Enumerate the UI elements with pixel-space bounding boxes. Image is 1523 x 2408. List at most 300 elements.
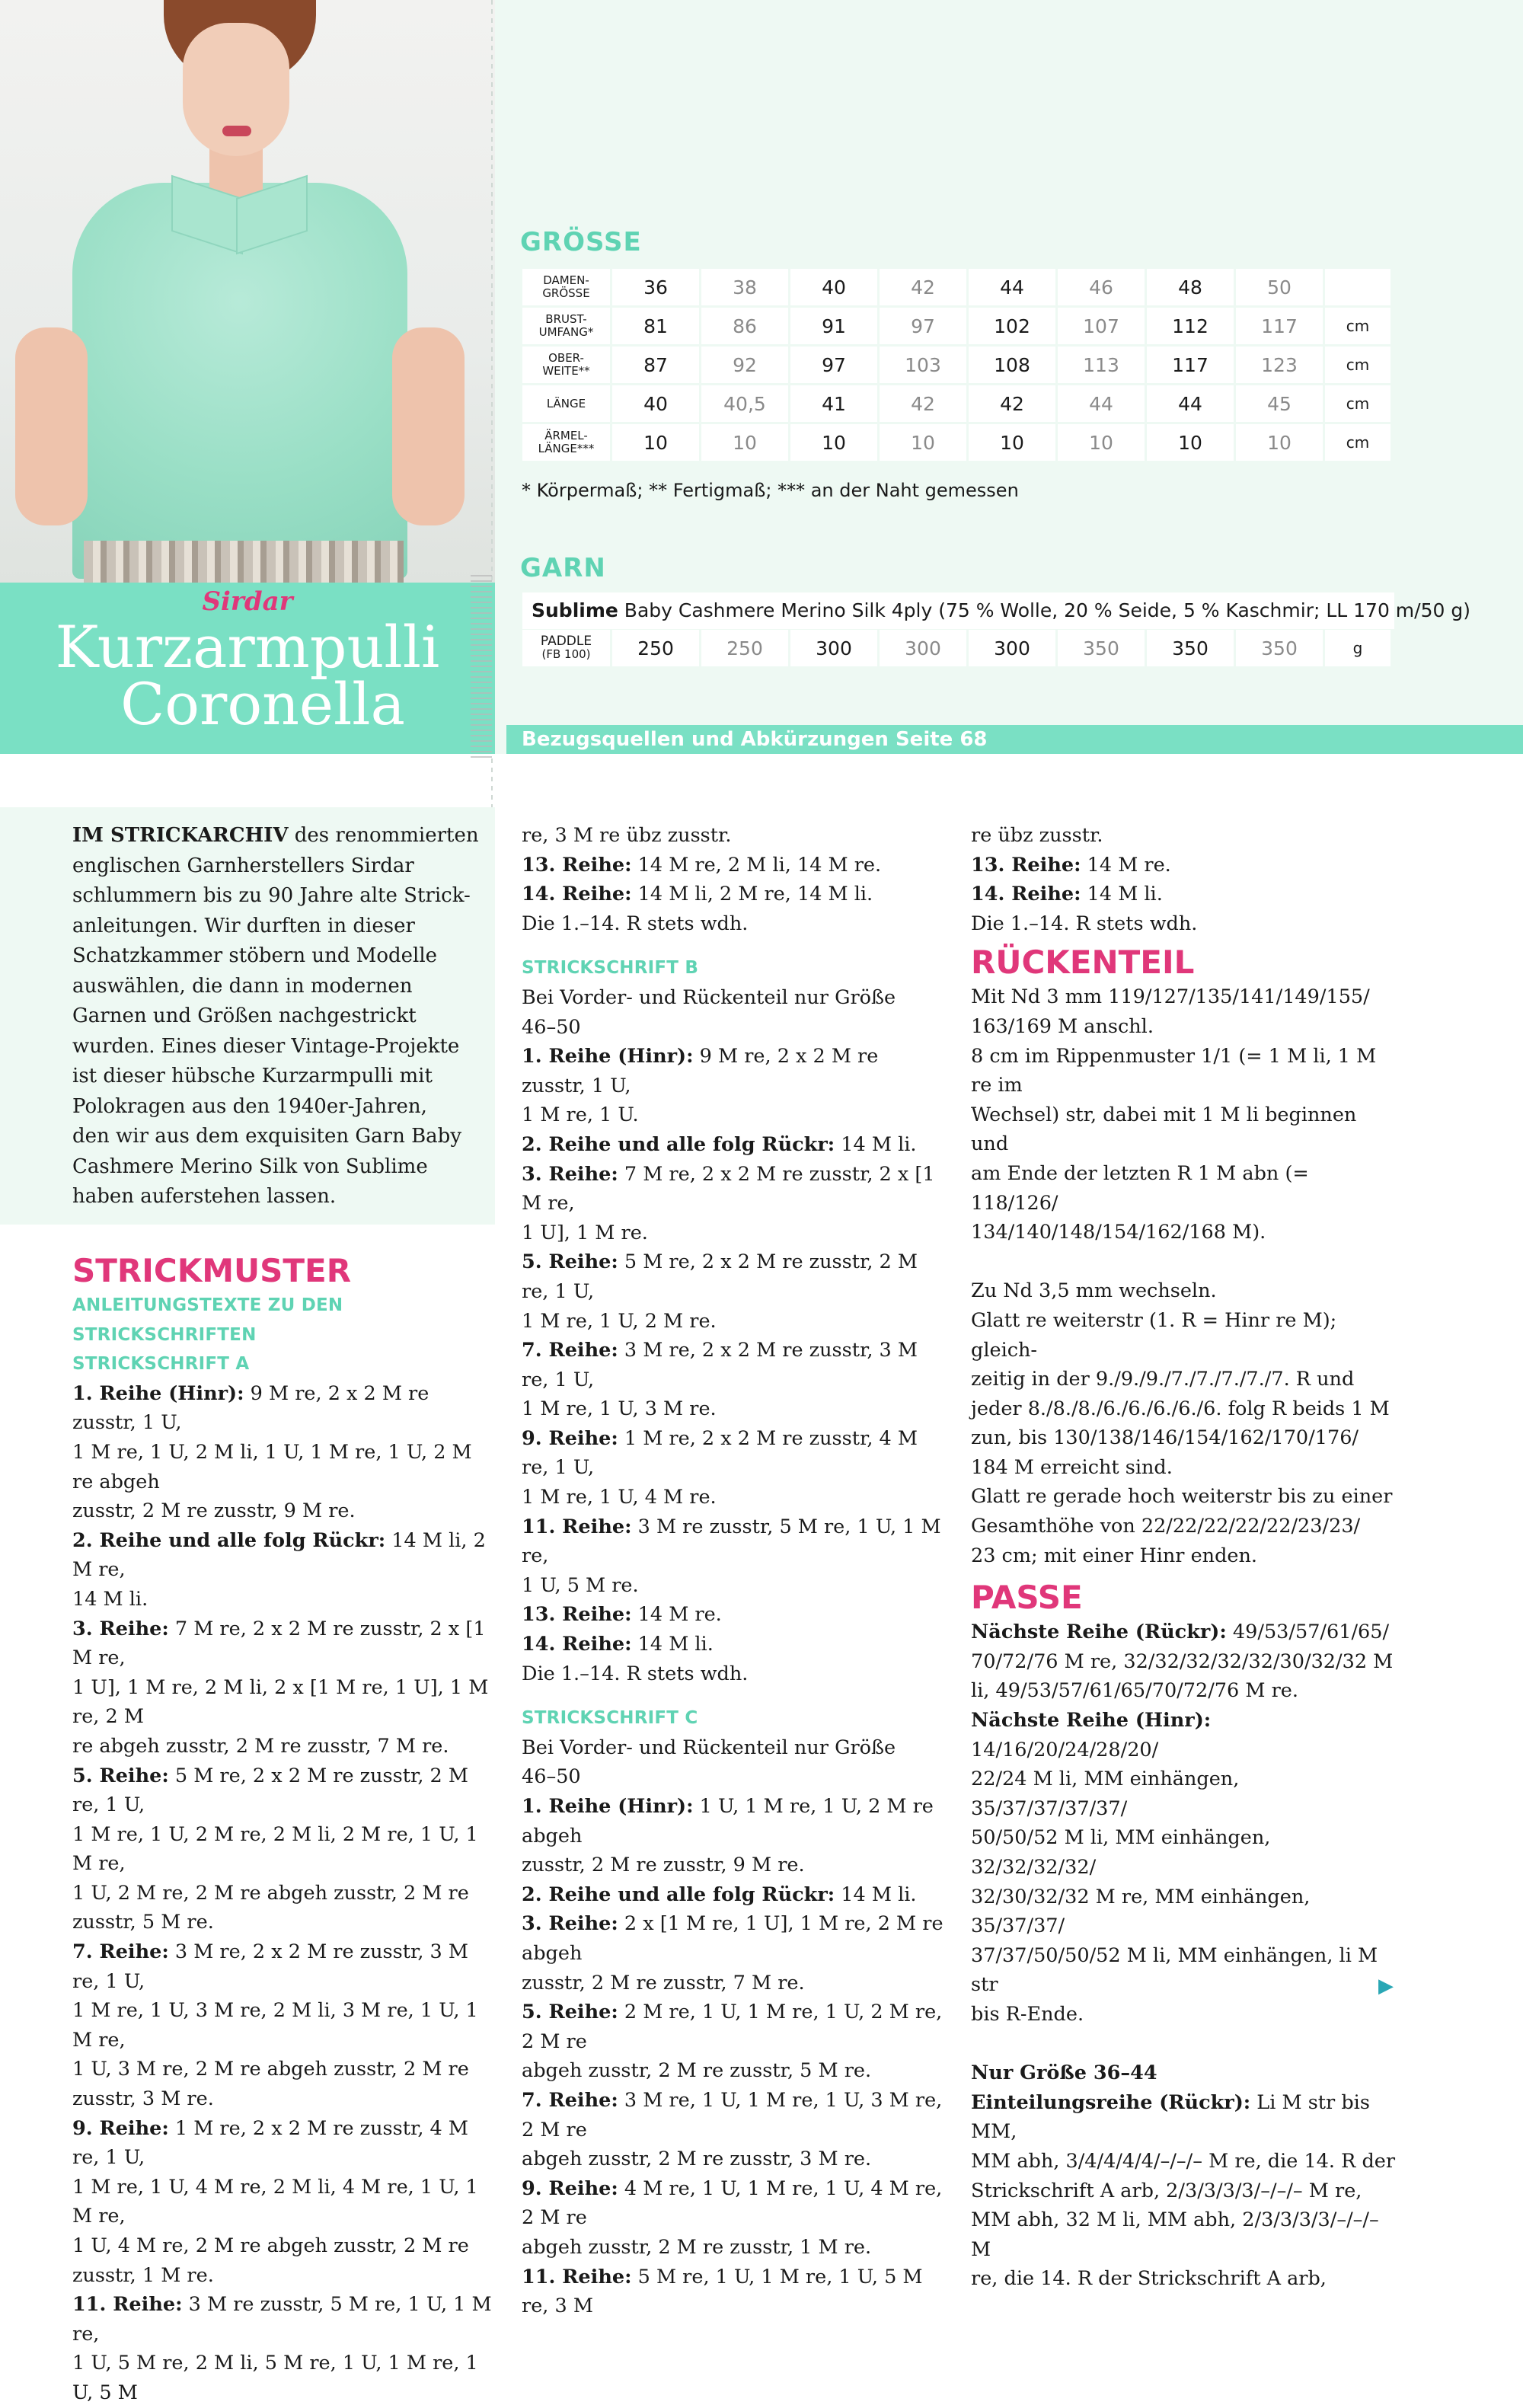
instruction-text: 14 M re, 2 M li, 14 M re. xyxy=(631,853,882,877)
instruction-line xyxy=(971,909,1397,939)
size-row xyxy=(522,424,1390,461)
instruction-line xyxy=(522,821,944,851)
size-value: 50 xyxy=(1236,269,1323,305)
instruction-line xyxy=(522,1733,944,1763)
instruction-line xyxy=(971,2030,1397,2059)
yarn-brand: Sublime xyxy=(532,599,618,621)
instruction-text: zusstr, 5 M re. xyxy=(72,1911,214,1934)
instruction-line xyxy=(522,1218,944,1248)
size-value: 38 xyxy=(701,269,788,305)
size-row-label: DAMEN- GRÖSSE xyxy=(522,269,610,305)
instruction-line xyxy=(971,1823,1397,1882)
intro-text xyxy=(72,821,480,1212)
instruction-line xyxy=(522,1100,944,1130)
instruction-text: 46–50 xyxy=(522,1765,581,1789)
brand-label: Sirdar xyxy=(202,586,293,617)
instruction-line xyxy=(522,909,944,939)
instruction-text: re übz zusstr. xyxy=(971,824,1103,847)
instruction-line xyxy=(522,1483,944,1512)
intro-line: haben auferstehen lassen. xyxy=(72,1185,337,1208)
instruction-text: zusstr, 3 M re. xyxy=(72,2087,214,2111)
subheading-strickschrift-a: STRICKSCHRIFT A xyxy=(72,1354,250,1375)
instruction-text: bis R-Ende. xyxy=(971,2002,1084,2026)
subheading-strickschrift-c: STRICKSCHRIFT C xyxy=(522,1708,698,1729)
section-heading-groesse: GRÖSSE xyxy=(520,227,642,257)
yarn-amount: 300 xyxy=(790,630,877,666)
instruction-line xyxy=(522,1130,944,1160)
instruction-line xyxy=(971,2088,1397,2147)
intro-lead: IM STRICKARCHIV xyxy=(72,824,289,847)
size-value: 102 xyxy=(969,308,1055,344)
intro-line: englischen Garnherstellers Sirdar xyxy=(72,854,414,877)
intro-line: Garnen und Größen nachgestrickt xyxy=(72,1004,417,1027)
instruction-label: 13. Reihe: xyxy=(971,853,1081,877)
instruction-text: 3 M re zusstr, 5 M re, 1 U, 1 M re, xyxy=(522,1515,941,1568)
instruction-line xyxy=(522,2086,944,2145)
size-value: 107 xyxy=(1058,308,1145,344)
instruction-line: 8 cm im Rippenmuster 1/1 (= 1 M li, 1 M re im xyxy=(971,1044,1377,1097)
instruction-text: 1 M re, 1 U, 2 M li, 1 U, 1 M re, 1 U, 2 M re abgeh xyxy=(72,1440,472,1493)
lips-shape xyxy=(222,126,251,136)
intro-line: Cashmere Merino Silk von Sublime xyxy=(72,1154,428,1178)
instruction-text: 50/50/52 M li, MM einhängen, 32/32/32/32/ xyxy=(971,1826,1271,1879)
instruction-label: 14. Reihe: xyxy=(971,883,1081,906)
size-value: 10 xyxy=(701,424,788,461)
instruction-text: 22/24 M li, MM einhängen, 35/37/37/37/37/ xyxy=(971,1768,1240,1820)
instruction-line xyxy=(971,2058,1397,2088)
instruction-text: 37/37/50/50/52 M li, MM einhängen, li M str xyxy=(971,1943,1378,1997)
instruction-line xyxy=(522,1247,944,1306)
instruction-line xyxy=(522,1571,944,1601)
skirt-shape xyxy=(84,541,404,583)
instruction-text: zusstr, 2 M re zusstr, 9 M re. xyxy=(522,1854,805,1877)
yarn-amount: 300 xyxy=(969,630,1055,666)
instruction-line xyxy=(522,1792,944,1851)
instruction-line: Mit Nd 3 mm 119/127/135/141/149/155/ xyxy=(971,985,1370,1009)
instruction-text: li, 49/53/57/61/65/70/72/76 M re. xyxy=(971,1679,1298,1703)
size-value: 36 xyxy=(612,269,699,305)
column-2 xyxy=(522,821,944,2321)
instruction-text: 1 U, 3 M re, 2 M re abgeh zusstr, 2 M re xyxy=(72,2058,469,2081)
instruction-label: 2. Reihe und alle folg Rückr: xyxy=(72,1528,386,1552)
instruction-line xyxy=(522,2056,944,2086)
zigzag-divider xyxy=(471,575,492,758)
size-unit xyxy=(1325,269,1390,305)
instruction-line: Wechsel) str, dabei mit 1 M li beginnen und xyxy=(971,1103,1357,1156)
instruction-text: 9 M re, 2 x 2 M re zusstr, 1 U, xyxy=(522,1045,879,1097)
instruction-line xyxy=(72,2290,499,2349)
instruction-line xyxy=(522,1394,944,1424)
instruction-line: zun, bis 130/138/146/154/162/170/176/ xyxy=(971,1426,1359,1450)
instruction-text: 5 M re, 1 U, 1 M re, 1 U, 5 M re, 3 M xyxy=(522,2265,923,2318)
instruction-label: 13. Reihe: xyxy=(522,1603,632,1627)
instruction-label: Nächste Reihe (Hinr): xyxy=(971,1709,1212,1733)
instruction-text: Bei Vorder- und Rückenteil nur Größe xyxy=(522,985,896,1009)
size-value: 123 xyxy=(1236,347,1323,383)
instruction-text: 2 x [1 M re, 1 U], 1 M re, 2 M re abgeh xyxy=(522,1912,943,1965)
instruction-text: 1 M re, 2 x 2 M re zusstr, 4 M re, 1 U, xyxy=(522,1426,918,1480)
instruction-line xyxy=(72,1996,499,2055)
instruction-text: 32/30/32/32 M re, MM einhängen, 35/37/37/ xyxy=(971,1885,1311,1938)
size-row-label: ÄRMEL- LÄNGE*** xyxy=(522,424,610,461)
instruction-text: 1 M re, 1 U, 4 M re, 2 M li, 4 M re, 1 U, 1 M re, xyxy=(72,2175,478,2228)
instruction-line xyxy=(72,2231,499,2261)
size-unit: cm xyxy=(1325,308,1390,344)
size-unit: cm xyxy=(1325,424,1390,461)
instruction-line xyxy=(72,2084,499,2114)
section-heading-strickmuster: STRICKMUSTER xyxy=(72,1252,352,1289)
instruction-line xyxy=(971,1883,1397,1941)
instruction-line: am Ende der letzten R 1 M abn (= 118/126/ xyxy=(971,1161,1309,1215)
instruction-label: 5. Reihe: xyxy=(522,1250,618,1274)
instruction-label: 7. Reihe: xyxy=(522,1339,618,1362)
instruction-text: Strickschrift A arb, 2/3/3/3/3/–/–/– M re, xyxy=(971,2179,1362,2202)
instruction-text: MM abh, 32 M li, MM abh, 2/3/3/3/3/–/–/– M xyxy=(971,2208,1379,2261)
instruction-text: 14 M li. xyxy=(835,1132,917,1156)
instruction-line xyxy=(971,2205,1397,2264)
size-row-label: BRUST- UMFANG* xyxy=(522,308,610,344)
instruction-line xyxy=(971,1618,1397,1647)
instruction-line xyxy=(522,1909,944,1968)
instruction-text: 4 M re, 1 U, 1 M re, 1 U, 4 M re, 2 M re xyxy=(522,2176,943,2230)
instruction-text: 1 U, 1 M re, 1 U, 2 M re abgeh xyxy=(522,1795,934,1848)
instruction-text: 3 M re, 1 U, 1 M re, 1 U, 3 M re, 2 M re xyxy=(522,2088,943,2141)
instruction-line xyxy=(522,1998,944,2056)
instruction-text: 1 M re, 1 U, 4 M re. xyxy=(522,1486,717,1509)
size-unit: cm xyxy=(1325,347,1390,383)
instruction-text: 5 M re, 2 x 2 M re zusstr, 2 M re, 1 U, xyxy=(72,1764,468,1817)
column-3 xyxy=(971,821,1397,2294)
intro-line: Schatzkammer stöbern und Modelle xyxy=(72,944,438,967)
page-title-line2: Coronella xyxy=(120,670,405,738)
instruction-text: 70/72/76 M re, 32/32/32/32/32/30/32/32 M xyxy=(971,1650,1394,1673)
instruction-line xyxy=(72,1585,499,1614)
instruction-label: Einteilungsreihe (Rückr): xyxy=(971,2090,1251,2114)
instruction-line xyxy=(971,1764,1397,1823)
instruction-text: 5 M re, 2 x 2 M re zusstr, 2 M re, 1 U, xyxy=(522,1250,918,1303)
instruction-label: 7. Reihe: xyxy=(522,2088,618,2112)
yarn-amount: 350 xyxy=(1058,630,1145,666)
instruction-text: 14 M re. xyxy=(1081,853,1171,877)
instruction-line xyxy=(522,2145,944,2174)
instruction-text: 1 U, 4 M re, 2 M re abgeh zusstr, 2 M re xyxy=(72,2234,469,2257)
instruction-text: 1 M re, 2 x 2 M re zusstr, 4 M re, 1 U, xyxy=(72,2116,468,2170)
size-value: 10 xyxy=(1147,424,1234,461)
size-table xyxy=(520,267,1393,463)
size-row-label: LÄNGE xyxy=(522,385,610,422)
instruction-line xyxy=(522,1160,944,1218)
size-value: 87 xyxy=(612,347,699,383)
instruction-label: 5. Reihe: xyxy=(72,1764,169,1787)
instruction-label: 7. Reihe: xyxy=(72,1940,169,1964)
instruction-text: zusstr, 1 M re. xyxy=(72,2263,214,2287)
instruction-text: 49/53/57/61/65/ xyxy=(1226,1621,1390,1644)
bezug-bar: Bezugsquellen und Abkürzungen Seite 68 xyxy=(506,725,1523,754)
intro-line: auswählen, die dann in modernen xyxy=(72,974,413,998)
size-value: 44 xyxy=(1147,385,1234,422)
size-value: 42 xyxy=(880,385,966,422)
size-value: 42 xyxy=(969,385,1055,422)
instruction-label: 3. Reihe: xyxy=(522,1162,618,1186)
size-value: 40 xyxy=(612,385,699,422)
spacer xyxy=(971,1570,1397,1578)
instruction-line xyxy=(522,1336,944,1394)
instruction-line xyxy=(522,1307,944,1337)
intro-line: wurden. Eines dieser Vintage-Projekte xyxy=(72,1034,460,1058)
instruction-text: zusstr, 2 M re zusstr, 7 M re. xyxy=(522,1971,805,1994)
size-value: 10 xyxy=(1058,424,1145,461)
instruction-line xyxy=(72,1614,499,1673)
instruction-line xyxy=(522,1013,944,1043)
instruction-text: Die 1.–14. R stets wdh. xyxy=(522,912,749,935)
instruction-text: Die 1.–14. R stets wdh. xyxy=(971,912,1198,935)
instruction-label: 1. Reihe (Hinr): xyxy=(72,1381,244,1405)
instruction-label: 14. Reihe: xyxy=(522,1633,632,1656)
instruction-label: 5. Reihe: xyxy=(522,2001,618,2024)
instruction-line: Zu Nd 3,5 mm wechseln. xyxy=(971,1279,1217,1303)
instruction-label: 3. Reihe: xyxy=(72,1617,169,1640)
instruction-line xyxy=(522,1851,944,1880)
instruction-text: 14/16/20/24/28/20/ xyxy=(971,1738,1159,1761)
size-value: 10 xyxy=(612,424,699,461)
size-value: 10 xyxy=(790,424,877,461)
instruction-label: 11. Reihe: xyxy=(522,2265,632,2288)
size-value: 44 xyxy=(969,269,1055,305)
instruction-text: 46–50 xyxy=(522,1015,581,1039)
instruction-text: 1 U, 2 M re, 2 M re abgeh zusstr, 2 M re xyxy=(72,1881,469,1905)
size-unit: cm xyxy=(1325,385,1390,422)
size-value: 40,5 xyxy=(701,385,788,422)
size-value: 10 xyxy=(880,424,966,461)
size-value: 97 xyxy=(790,347,877,383)
yarn-unit: g xyxy=(1325,630,1390,666)
instruction-text: 1 U, 5 M re. xyxy=(522,1573,639,1597)
spacer xyxy=(522,938,944,953)
instruction-text: 1 U], 1 M re. xyxy=(522,1221,648,1244)
left-arm-shape xyxy=(15,327,88,525)
size-value: 112 xyxy=(1147,308,1234,344)
instruction-line xyxy=(72,1908,499,1937)
instruction-line xyxy=(72,1761,499,1820)
size-value: 46 xyxy=(1058,269,1145,305)
instruction-label: 2. Reihe und alle folg Rückr: xyxy=(522,1132,835,1156)
instruction-line xyxy=(971,1676,1397,1706)
instruction-text: 14 M li, 2 M re, 14 M li. xyxy=(631,883,873,906)
instruction-line xyxy=(971,821,1397,851)
instruction-text: 1 U], 1 M re, 2 M li, 2 x [1 M re, 1 U], 1 M re, 2 M xyxy=(72,1675,489,1729)
instruction-label: 9. Reihe: xyxy=(72,2116,169,2140)
instruction-line xyxy=(971,851,1397,880)
instruction-text: MM abh, 3/4/4/4/4/–/–/– M re, die 14. R der xyxy=(971,2149,1396,2173)
section-heading-rueckenteil: RÜCKENTEIL xyxy=(971,944,1195,982)
instruction-line xyxy=(522,1659,944,1689)
yarn-color-code: (FB 100) xyxy=(541,647,591,661)
instruction-line xyxy=(522,2233,944,2263)
instruction-line xyxy=(971,1247,1397,1277)
instruction-line xyxy=(72,1379,499,1438)
instruction-line xyxy=(522,1600,944,1630)
instruction-text: 1 U, 5 M re, 2 M li, 5 M re, 1 U, 1 M re, 1 U, 5 M xyxy=(72,2352,478,2404)
intro-line: anleitungen. Wir durften in dieser xyxy=(72,914,415,937)
right-arm-shape xyxy=(392,327,465,525)
instruction-text: Die 1.–14. R stets wdh. xyxy=(522,1662,749,1685)
size-row xyxy=(522,385,1390,422)
instruction-line xyxy=(522,1512,944,1571)
size-value: 97 xyxy=(880,308,966,344)
instruction-line: Glatt re weiterstr (1. R = Hinr re M); gleich- xyxy=(971,1308,1337,1362)
size-value: 108 xyxy=(969,347,1055,383)
instruction-label: 13. Reihe: xyxy=(522,853,632,877)
size-value: 81 xyxy=(612,308,699,344)
size-value: 10 xyxy=(969,424,1055,461)
instruction-text: 1 M re, 1 U, 2 M re. xyxy=(522,1309,717,1333)
instruction-line xyxy=(72,1820,499,1879)
yarn-description xyxy=(522,592,1470,629)
instruction-line xyxy=(522,1762,944,1792)
instruction-label: 3. Reihe: xyxy=(522,1912,618,1936)
instruction-label: 1. Reihe (Hinr): xyxy=(522,1045,694,1068)
size-value: 44 xyxy=(1058,385,1145,422)
instruction-line xyxy=(522,2174,944,2233)
instruction-text: 14 M li. xyxy=(1081,883,1163,906)
size-value: 42 xyxy=(880,269,966,305)
instruction-line xyxy=(72,2349,499,2407)
size-value: 10 xyxy=(1236,424,1323,461)
size-value: 86 xyxy=(701,308,788,344)
instruction-label: 2. Reihe und alle folg Rückr: xyxy=(522,1883,835,1906)
yarn-details: Baby Cashmere Merino Silk 4ply (75 % Wolle, 20 % Seide, 5 % Kaschmir; LL 170 m/50 g) xyxy=(624,599,1470,621)
instruction-line: zeitig in der 9./9./9./7./7./7./7./7. R und xyxy=(971,1368,1355,1391)
model-photo xyxy=(0,0,495,583)
column-1 xyxy=(72,1251,499,2408)
instruction-text: 1 M re, 1 U, 2 M re, 2 M li, 2 M re, 1 U, 1 M re, xyxy=(72,1822,478,1876)
intro-line: den wir aus dem exquisiten Garn Baby xyxy=(72,1125,462,1148)
instruction-line xyxy=(72,2173,499,2231)
yarn-amount: 250 xyxy=(701,630,788,666)
instruction-text: 14 M li. xyxy=(72,1587,148,1611)
instruction-text: abgeh zusstr, 2 M re zusstr, 1 M re. xyxy=(522,2235,872,2259)
instruction-text: 1 M re, 1 U, 3 M re. xyxy=(522,1397,717,1421)
instruction-text: 7 M re, 2 x 2 M re zusstr, 2 x [1 M re, xyxy=(72,1617,486,1670)
instruction-text: 1 M re, 1 U. xyxy=(522,1103,639,1127)
section-heading-garn: GARN xyxy=(520,553,606,583)
instruction-text: 3 M re zusstr, 5 M re, 1 U, 1 M re, xyxy=(72,2293,492,2346)
instruction-text: 14 M re. xyxy=(631,1603,722,1627)
instruction-text: 2 M re, 1 U, 1 M re, 1 U, 2 M re, 2 M re xyxy=(522,2001,943,2053)
instruction-line xyxy=(72,1496,499,1526)
size-value: 92 xyxy=(701,347,788,383)
instruction-text: 1 M re, 1 U, 3 M re, 2 M li, 3 M re, 1 U, 1 M re, xyxy=(72,1999,478,2052)
page-title-line1: Kurzarmpulli xyxy=(55,613,440,681)
instruction-text: 14 M li, 2 M re, xyxy=(72,1528,486,1582)
yarn-amount: 350 xyxy=(1147,630,1234,666)
instruction-text: re abgeh zusstr, 2 M re zusstr, 7 M re. xyxy=(72,1734,449,1758)
instruction-line xyxy=(72,2114,499,2173)
instruction-label: Nur Größe 36–44 xyxy=(971,2061,1157,2085)
intro-line: schlummern bis zu 90 Jahre alte Strick- xyxy=(72,884,471,907)
yarn-amount: 350 xyxy=(1236,630,1323,666)
size-value: 48 xyxy=(1147,269,1234,305)
instruction-line xyxy=(971,2147,1397,2176)
instruction-line xyxy=(522,1969,944,1998)
instruction-line xyxy=(72,1937,499,1996)
instruction-text: abgeh zusstr, 2 M re zusstr, 3 M re. xyxy=(522,2148,872,2171)
instruction-line: 23 cm; mit einer Hinr enden. xyxy=(971,1544,1258,1567)
instruction-line: Glatt re gerade hoch weiterstr bis zu einer xyxy=(971,1485,1393,1509)
size-footnote: * Körpermaß; ** Fertigmaß; *** an der Naht gemessen xyxy=(522,480,1019,501)
size-row xyxy=(522,347,1390,383)
instruction-line xyxy=(971,1941,1397,2000)
size-value: 117 xyxy=(1236,308,1323,344)
instruction-line: Gesamthöhe von 22/22/22/22/22/23/23/ xyxy=(971,1515,1361,1538)
instruction-label: 11. Reihe: xyxy=(522,1515,632,1538)
instruction-line xyxy=(72,2055,499,2084)
instruction-line xyxy=(522,851,944,880)
size-value: 113 xyxy=(1058,347,1145,383)
instruction-line xyxy=(971,2264,1397,2294)
yarn-amount-row xyxy=(522,630,1390,666)
instruction-label: 14. Reihe: xyxy=(522,883,632,906)
size-value: 40 xyxy=(790,269,877,305)
instruction-line xyxy=(971,2176,1397,2206)
yarn-color-name: PADDLE xyxy=(540,634,592,649)
size-value: 41 xyxy=(790,385,877,422)
instruction-line xyxy=(72,1526,499,1585)
size-row xyxy=(522,269,1390,305)
yarn-amount: 300 xyxy=(880,630,966,666)
size-value: 45 xyxy=(1236,385,1323,422)
instruction-line xyxy=(971,880,1397,909)
instruction-label: 11. Reihe: xyxy=(72,2293,183,2317)
instruction-line xyxy=(522,1424,944,1483)
instruction-text: re, 3 M re übz zusstr. xyxy=(522,824,732,847)
section-heading-passe: PASSE xyxy=(971,1579,1083,1617)
title-block xyxy=(0,583,495,754)
instruction-text: 3 M re, 2 x 2 M re zusstr, 3 M re, 1 U, xyxy=(522,1339,918,1391)
instruction-text: Bei Vorder- und Rückenteil nur Größe xyxy=(522,1736,896,1759)
instruction-line xyxy=(72,1879,499,1908)
instruction-text: 14 M li. xyxy=(631,1633,714,1656)
instruction-line: 134/140/148/154/162/168 M). xyxy=(971,1221,1266,1244)
intro-line: ist dieser hübsche Kurzarmpulli mit xyxy=(72,1065,433,1087)
size-row-label: OBER- WEITE** xyxy=(522,347,610,383)
subheading-strickschrift-b: STRICKSCHRIFT B xyxy=(522,958,699,979)
instruction-line: jeder 8./8./8./6./6./6./6./6. folg R beids 1 M xyxy=(971,1397,1390,1420)
instruction-line xyxy=(522,880,944,909)
intro-line: Polokragen aus den 1940er-Jahren, xyxy=(72,1094,427,1118)
yarn-amount: 250 xyxy=(612,630,699,666)
instruction-text: abgeh zusstr, 2 M re zusstr, 5 M re. xyxy=(522,2059,872,2083)
instruction-line xyxy=(522,2263,944,2321)
instruction-line xyxy=(971,2000,1397,2030)
instruction-line xyxy=(522,1630,944,1659)
instruction-text: 3 M re, 2 x 2 M re zusstr, 3 M re, 1 U, xyxy=(72,1940,468,1993)
size-value: 117 xyxy=(1147,347,1234,383)
instruction-line xyxy=(522,1880,944,1910)
instruction-line xyxy=(971,1706,1397,1764)
instruction-line xyxy=(522,983,944,1013)
continue-arrow-icon: ▶ xyxy=(1378,1975,1394,1998)
yarn-table xyxy=(520,628,1393,669)
instruction-text: zusstr, 2 M re zusstr, 9 M re. xyxy=(72,1499,356,1523)
instruction-line xyxy=(522,1042,944,1100)
instruction-text: Li M str bis MM, xyxy=(971,2090,1370,2144)
size-value: 91 xyxy=(790,308,877,344)
instruction-line xyxy=(72,2261,499,2291)
spacer xyxy=(522,1688,944,1704)
instruction-line xyxy=(971,1647,1397,1677)
size-value: 103 xyxy=(880,347,966,383)
